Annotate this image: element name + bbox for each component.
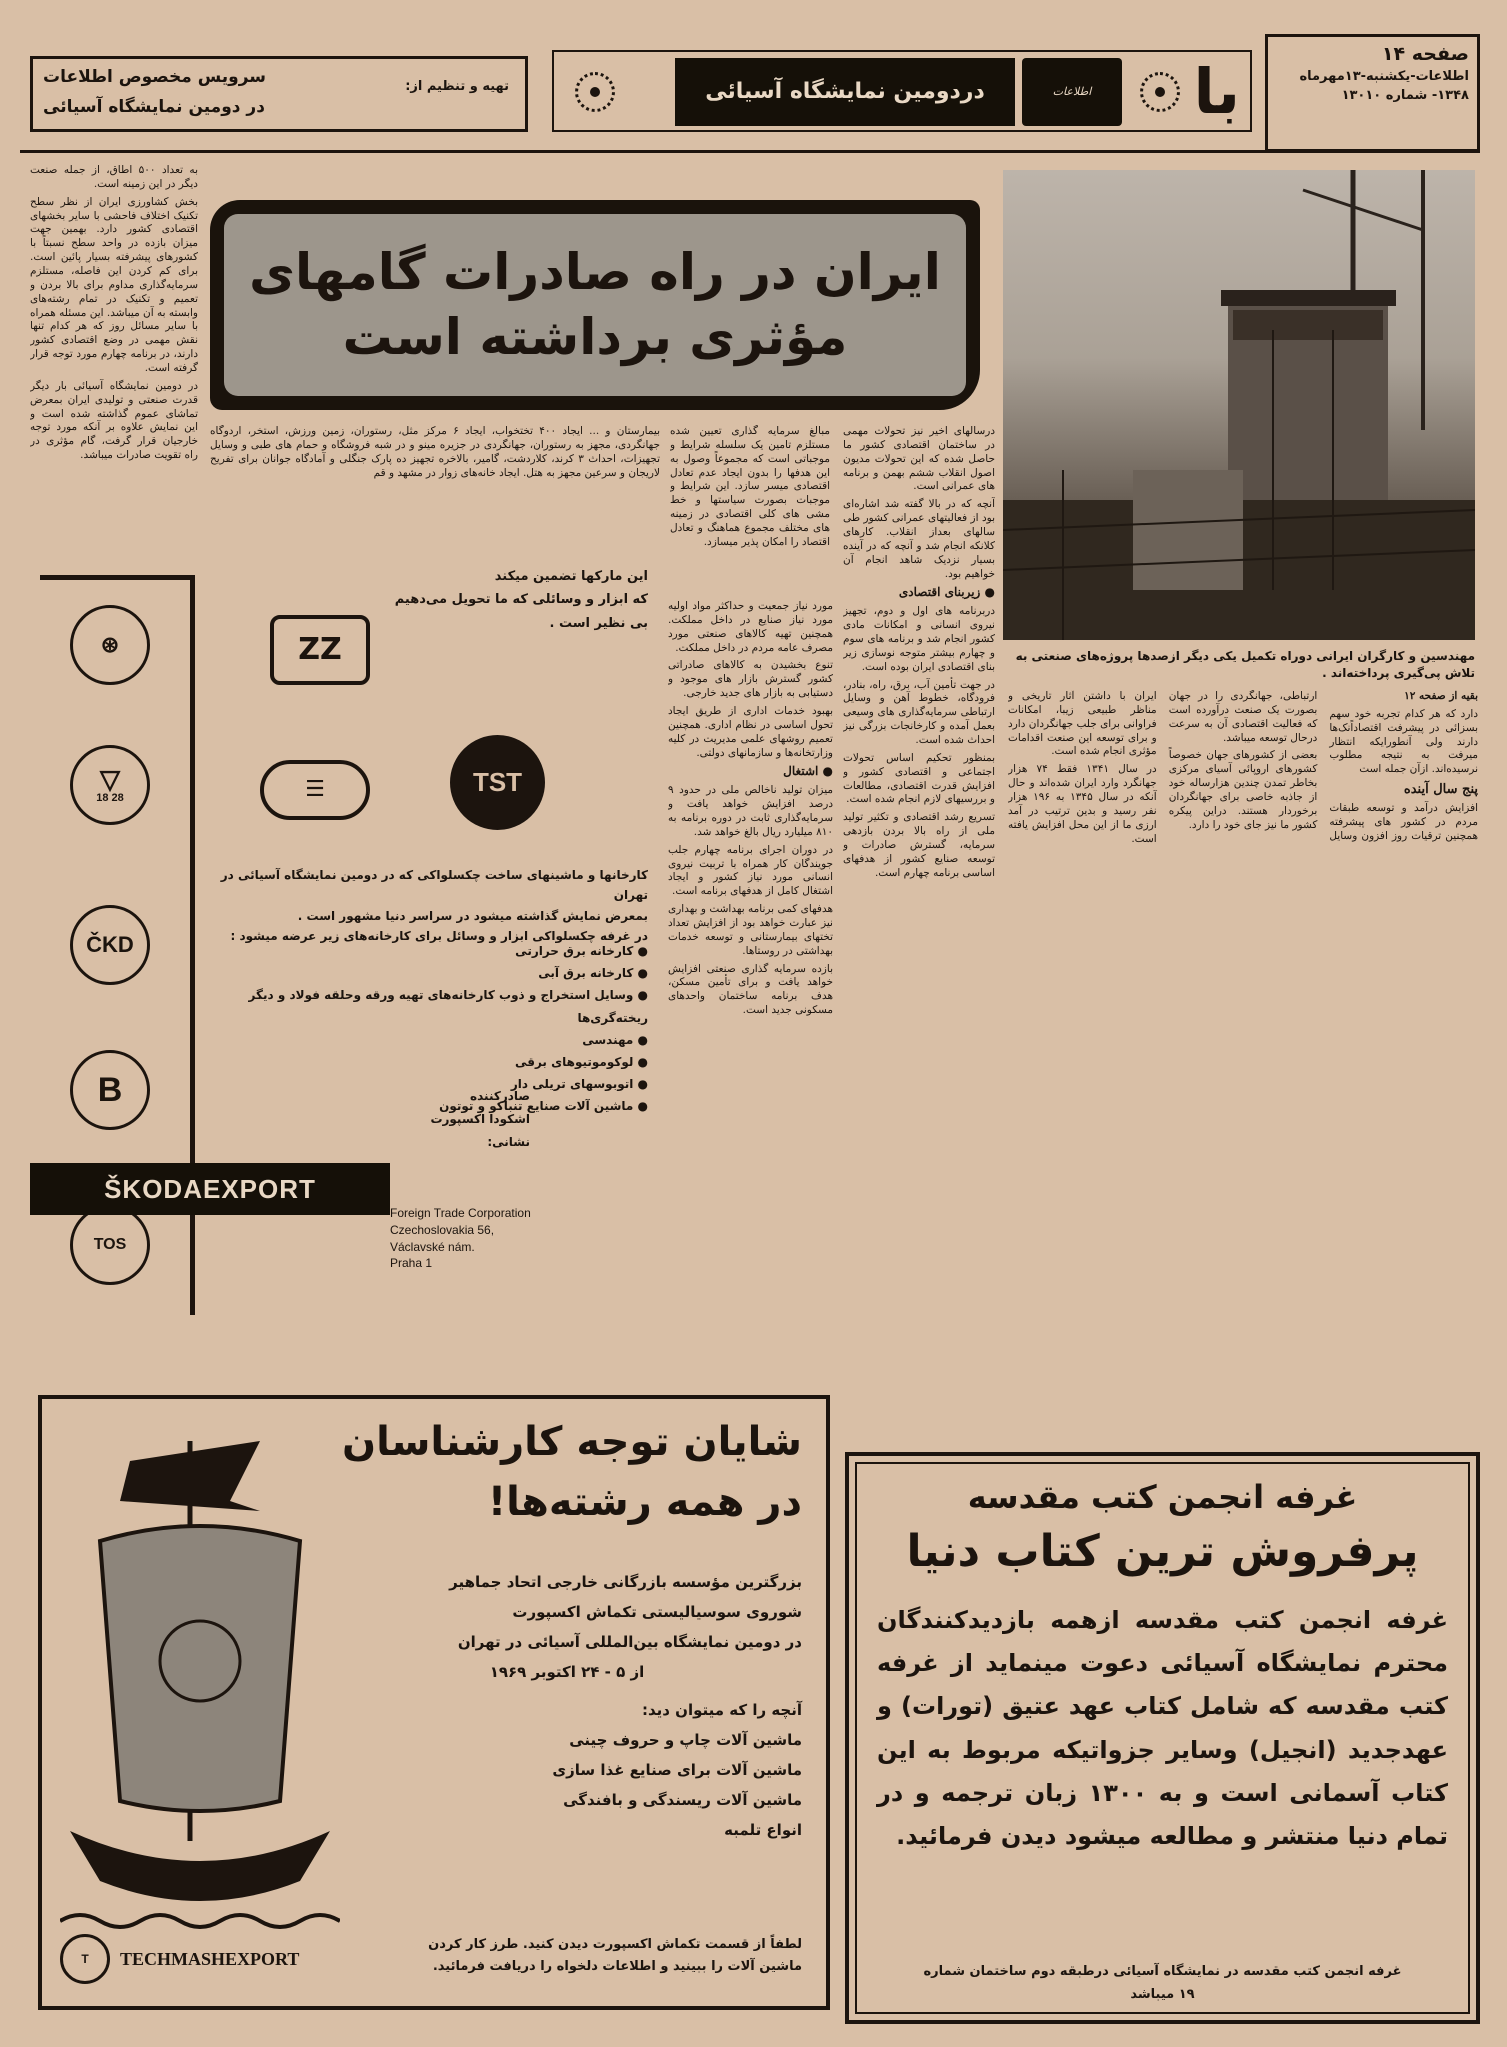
- tst-logo-icon: TST: [450, 735, 545, 830]
- body-line: در دومین نمایشگاه بین‌المللی آسیائی در تهران: [457, 1633, 802, 1651]
- bible-ad-inner: [855, 1462, 1470, 2014]
- col-left-p7: بازده سرمایه گذاری صنعتی افزایش خواهد یافت و برای تأمین مسکن، هدف برنامه ساختمان واحدهای مسکونی جدید است.: [668, 962, 833, 1017]
- zz-logo-icon: ZZ: [270, 615, 370, 685]
- ettelaat-logo-box: اطلاعات: [1022, 58, 1122, 126]
- col-right-p5: در سال ۱۳۴۱ فقط ۷۴ هزار جهانگرد وارد ایران شده‌اند و حال آنکه در سال ۱۳۴۵ به ۱۹۶ هزار نفر رسید و بدین ترتیب در آمد ارزی ما از این محل افزایش یافته است.: [1008, 763, 1157, 845]
- page-label: صفحه ۱۴: [1381, 43, 1469, 65]
- bible-title: غرفه انجمن کتب مقدسه: [967, 1478, 1358, 1516]
- list-item: ماشین آلات چاپ و حروف چینی: [569, 1731, 802, 1749]
- intro-line1: کارخانها و ماشینهای ساخت چکسلواکی که در دومین نمایشگاه آسیائی در تهران: [220, 868, 648, 903]
- list-item: ● وسایل استخراج و ذوب کارخانه‌های تهیه ورقه وحلقه فولاد و دیگر ریخته‌گری‌ها: [248, 988, 648, 1025]
- service-line1: سرویس مخصوص اطلاعات: [43, 67, 266, 87]
- far-left-p3: در دومین نمایشگاه آسیائی بار دیگر قدرت صنعتی و تولیدی ایران بمعرض تماشای عموم گذاشته شده است و این نمایش علاوه بر آنکه مورد توجه خارجیان قرار گرفت، گام مؤثری در راه تقویت صادرات میباشد.: [30, 379, 198, 462]
- can-see-label: آنچه را که میتوان دید:: [641, 1701, 802, 1719]
- slogan-line3: بی نظیر است .: [549, 615, 648, 631]
- top-center-paragraph: مبالغ سرمایه گذاری تعیین شده مستلزم تامین یک سلسله شرایط و موجباتی است که مجموعاً وصول به این هدفها را بدون ایجاد عدم تعادل اقتصادی میسر سازد. این شرایط و موجبات بصورت سیاستها و خط مشی های کلی اقتصادی در زمینه های مختلف مجموع هماهنگ و تعادل اقتصاد را امکان پذیر میسازد.: [670, 425, 830, 548]
- techmash-logo-icon: T: [60, 1934, 110, 1984]
- headline-line1: ایران در راه صادرات گامهای: [249, 243, 941, 301]
- headline-box: [210, 200, 980, 410]
- list-item: ● کارخانه برق حرارتی: [515, 944, 648, 958]
- list-item: ماشین آلات ریسندگی و بافندگی: [563, 1791, 802, 1809]
- service-line2: در دومین نمایشگاه آسیائی: [43, 97, 265, 117]
- col-left-p4: میزان تولید ناخالص ملی در حدود ۹ درصد افزایش خواهد یافت و سرمایه‌گذاری ثابت در دوره برنامه به ۸۱۰ میلیارد ریال بالغ خواهد شد.: [668, 784, 833, 838]
- skoda-address: [390, 1205, 630, 1272]
- article-column-right: [1008, 690, 1478, 1430]
- col-right-p4: ایران با داشتن آثار تاریخی و مناظر طبیعی زیبا، امکانات فراوانی برای جلب جهانگردان دارد و برای توسعه این صنعت اقدامات مؤثری انجام شده است.: [1008, 690, 1157, 758]
- triangle-logo-icon: ▽ 18 28: [70, 745, 150, 825]
- body-line: بزرگترین مؤسسه بازرگانی خارجی اتحاد جماهیر: [449, 1573, 802, 1591]
- continued-from: بقیه از صفحه ۱۲: [1404, 690, 1478, 702]
- addr-line: Foreign Trade Corporation: [390, 1206, 531, 1220]
- body-line: شوروی سوسیالیستی تکماش اکسپورت: [512, 1603, 802, 1621]
- skoda-intro: [188, 865, 648, 947]
- top-left-paragraph: بیمارستان و ... ایجاد ۴۰۰ تختخواب، ایجاد ۶ مرکز مثل، رستوران، زمین ورزش، استخر، اردوگاه جهانگردی، مجهز به رستوران، جهانگردی در جزیره مینو و در شبه فروشگاه و حمام های طبی و وسایل تجهیزات، احداث ۳ کرند، کلاردشت، گامیر، بالاخره تجهیز ده پارک جنگلی و آمادگاه جوانان برای تفریح لاریجان و سرعین مجهز به هتل. ایجاد خانه‌های زوار در مشهد و قم: [210, 425, 660, 479]
- ship-illustration: [60, 1421, 340, 1961]
- dates: از ۵ - ۲۴ اکتوبر ۱۹۶۹: [489, 1663, 645, 1681]
- list-item: ● اتوبوسهای تریلی دار: [510, 1077, 648, 1092]
- photo-caption: مهندسین و کارگران ایرانی دوراه تکمیل یکی دیگر ازصدها پروژه‌های صنعتی به تلاش پی‌گیری پرداخته‌اند .: [1015, 649, 1475, 680]
- techmash-ad: [38, 1395, 830, 2010]
- col-right-p3: بعضی از کشورهای جهان خصوصاً کشورهای اروپائی آسیای مرکزی بخاطر تمدن چندین هزارساله خود از جاذبه خاصی برای جهانگردان برخوردار هستند. دراین پیکره کشور ما نیز جای خود را دارد.: [1168, 749, 1318, 831]
- techmash-footer: [372, 1934, 802, 1978]
- date-line: اطلاعات-یکشنبه-۱۳مهرماه: [1299, 69, 1469, 84]
- col-left-p1: مورد نیاز جمعیت و حداکثر مواد اولیه مورد نیاز صنایع در داخل مملکت. همچنین تهیه کالاهای صنعتی مورد مصرف عامه مردم در داخل مملکت.: [668, 600, 833, 654]
- techmash-body: [332, 1567, 802, 1845]
- list-item: ● مهندسی: [582, 1032, 648, 1047]
- skoda-ad: [30, 545, 660, 1345]
- flower-icon: [1140, 72, 1180, 112]
- far-left-p1: به تعداد ۵۰۰ اطاق، از جمله صنعت دیگر در این زمینه است.: [30, 164, 198, 190]
- issue-info-box: [1265, 34, 1480, 152]
- techmash-brand: TECHMASHEXPORT: [120, 1949, 300, 1969]
- slogan-line2: که ابزار و وسائلی که ما تحویل می‌دهیم: [394, 592, 648, 608]
- intro-line2: بمعرض نمایش گذاشته میشود در سراسر دنیا مشهور است .: [297, 908, 648, 923]
- banner-title: دردومین نمایشگاه آسیائی: [675, 58, 1015, 126]
- footer-line: ماشین آلات را ببینید و اطلاعات دلخواه را دریافت فرمائید.: [432, 1959, 802, 1975]
- article-column-left: [668, 600, 833, 1360]
- banner: [552, 50, 1252, 132]
- headline-inner: [224, 214, 966, 396]
- header-rule: [20, 150, 1480, 153]
- skoda-brand-box: ŠKODAEXPORT: [30, 1163, 390, 1215]
- col-left-p2: تنوع بخشیدن به کالاهای صادراتی کشور گسترش بازار های موجود و دستیابی به بازار های جدید خارجی.: [668, 659, 833, 700]
- flower-icon: [575, 72, 615, 112]
- skoda-slogan: [318, 565, 648, 635]
- logo-year: 18 28: [96, 792, 124, 804]
- page-header: [30, 26, 1480, 156]
- subhead-five-years: پنج سال آینده: [1403, 782, 1478, 798]
- bible-subtitle: پرفروش ترین کتاب دنیا: [906, 1526, 1419, 1577]
- far-left-p2: بخش کشاورزی ایران از نظر سطح تکنیک اختلاف فاحشی با سایر بخشهای اقتصادی کشور دارد. بهمین جهت میزان بازده در واحد سطح نسبتاً با کشورهای پیشرفته بسیار پائین است. برای کم کردن این فاصله، مستلزم سرمایه‌گذاری مداوم برای بالا بردن و تعمیم و تکنیک در تمام رشته‌های وابسته به آن میباشد. این مسئله همراه با سایر مسائل روز که هر کدام تنها نقش مهمی در وضع اقتصادی کشور دارند، در برنامه چهارم مورد توجه قرار گرفته است.: [30, 195, 198, 375]
- bible-body: غرفه انجمن کتب مقدسه ازهمه بازدیدکنندگان محترم نمایشگاه آسیائی دعوت مینماید از غرفه کتب مقدسه که شامل کتاب عهد عتیق (تورات) و عهدجدید (انجیل) وسایر جزواتیکه مربوط به این کتاب آسمانی است و به ۱۳۰۰ زبان ترجمه و در تمام دنیا منتشر و مطالعه میشود دیدن فرمائید.: [877, 1606, 1448, 1850]
- col-right-p2: افزایش درآمد و توسعه طبقات مردم در کشور های پیشرفته همچنین ترقیات روز افزون وسایل ارتباطی، جهانگردی را در جهان بصورت یک صنعت درآورده است که فعالیت اقتصادی آن به سرعت درحال توسعه میباشد.: [1168, 690, 1478, 843]
- col-left-p3: بهبود خدمات اداری از طریق ایجاد تحول اساسی در نظام اداری. همچنین تعمیم روشهای علمی مدیریت در کلیه وزارتخانه‌ها و سازمانهای دولتی.: [668, 705, 833, 759]
- col-mid-p3: دربرنامه های اول و دوم، تجهیز نیروی انسانی و امکانات مادی کشور انجام شد و برنامه های سوم و چهارم بیشتر متوجه نوسازی زیر بنای اقتصادی ایران بوده است.: [843, 605, 995, 673]
- list-item: انواع تلمبه: [724, 1821, 802, 1839]
- col-mid-p6: تسریع رشد اقتصادی و تکثیر تولید ملی از راه بالا بردن بازدهی سرمایه، گسترش صادرات و توسعه صنایع کشور از هدفهای اساسی برنامه چهارم است.: [843, 811, 995, 879]
- list-item: ماشین آلات برای صنایع غذا سازی: [552, 1761, 802, 1779]
- col-left-p5: در دوران اجرای برنامه چهارم جلب جویندگان کار همراه با تربیت نیروی انسانی مورد نیاز کشور و ایجاد اشتغال کامل از هدفهای برنامه است.: [668, 843, 833, 898]
- ckd-logo-icon: ČKD: [70, 905, 150, 985]
- ba-logo: با: [1193, 55, 1240, 128]
- col-mid-p5: بمنظور تحکیم اساس تحولات اجتماعی و اقتصادی کشور و افزایش قدرت اقتصادی، مطالعات و بررسیهای لازم انجام شده است.: [843, 751, 995, 806]
- list-item: ● کارخانه برق آبی: [538, 966, 648, 981]
- headline-line2: مؤثری برداشته است: [342, 308, 848, 366]
- address-label: نشانی:: [487, 1134, 530, 1149]
- bus-logo-icon: ☰: [260, 760, 370, 820]
- service-box: [30, 56, 528, 132]
- prepared-by: تهیه و تنظیم از:: [405, 79, 509, 94]
- construction-photo: [1003, 170, 1475, 640]
- col-mid-p4: در جهت تأمین آب، برق، راه، بنادر، فرودگاه، خطوط آهن و وسایل ارتباطی سرمایه‌گذاری های وسیعی بعمل آمده و کارخانجات بزرگی نیز احداث شده است.: [843, 678, 995, 747]
- bible-footer-number: ۱۹ میباشد: [1130, 1987, 1195, 2002]
- techmash-headline1: شایان توجه کارشناسان: [341, 1419, 802, 1465]
- tos-logo-icon: TOS: [70, 1205, 150, 1285]
- b-logo-icon: B: [70, 1050, 150, 1130]
- exporter-block: [390, 1085, 530, 1153]
- addr-line: Czechoslovakia 56,: [390, 1222, 495, 1237]
- subhead-employment: ● اشتغال: [783, 764, 833, 779]
- list-item: ● لوکوموتیوهای برقی: [514, 1054, 648, 1069]
- issue-line: ۱۳۴۸- شماره ۱۳۰۱۰: [1341, 88, 1469, 103]
- slogan-line1: این مارکها تضمین میکند: [494, 569, 648, 584]
- col-mid-p1: درسالهای اخیر نیز تحولات مهمی در ساختمان اقتصادی کشور ما حاصل شده که این تحولات مدیون اصول انقلاب ششم بهمن و برنامه های عمرانی است.: [843, 425, 995, 493]
- list-item: ● ماشین آلات صنایع تنباکو و توتون: [439, 1099, 648, 1114]
- exporter-name: اشکودا اکسپورت: [430, 1111, 530, 1126]
- col-right-p1: دارد که هر کدام تجربه خود سهم بسزائی در پیشرفت اقتصاداًنک‌ها دارند ولی آنطورایکه انتظار میرفت به نتیجه مطلوب نرسیده‌اند. ازآن جمله است: [1329, 707, 1478, 776]
- addr-line: Václavské nám.: [390, 1239, 475, 1254]
- subhead-infrastructure: ● زیربنای اقتصادی: [898, 585, 995, 600]
- bible-ad: [845, 1452, 1480, 2024]
- intro-line3: در غرفه چکسلواکی ابزار و وسائل برای کارخانه‌های زیر عرضه میشود :: [230, 929, 648, 944]
- col-mid-p2: آنچه که در بالا گفته شد اشاره‌ای بود از فعالیتهای عمرانی کشور طی سالهای بعداز انقلاب. کارهای کلانکه انجام شد و آنچه که در آینده بسیار نزدیک شاهد انجام آن خواهیم بود.: [843, 498, 995, 580]
- ad-rule: [40, 575, 190, 580]
- exporter-label: صادرکننده: [470, 1089, 530, 1103]
- col-left-p6: هدفهای کمی برنامه بهداشت و بهداری نیز عبارت خواهد بود از افزایش تعداد تختهای بیمارستانی و توسعه خدمات بهداشتی در روستاها.: [668, 903, 833, 957]
- footer-line: لطفاً از قسمت تکماش اکسپورت دیدن کنید. طرز کار کردن: [428, 1937, 802, 1952]
- tower-illustration: [1003, 170, 1475, 640]
- bible-footer: غرفه انجمن کتب مقدسه در نمایشگاه آسیائی درطبقه دوم ساختمان شماره: [923, 1964, 1402, 1979]
- far-left-column: [30, 164, 198, 524]
- skoda-logo-icon: ⊛: [70, 605, 150, 685]
- article-column-mid: [843, 425, 995, 1435]
- techmash-headline2: در همه رشته‌ها!: [487, 1479, 802, 1525]
- addr-line: Praha 1: [390, 1256, 433, 1271]
